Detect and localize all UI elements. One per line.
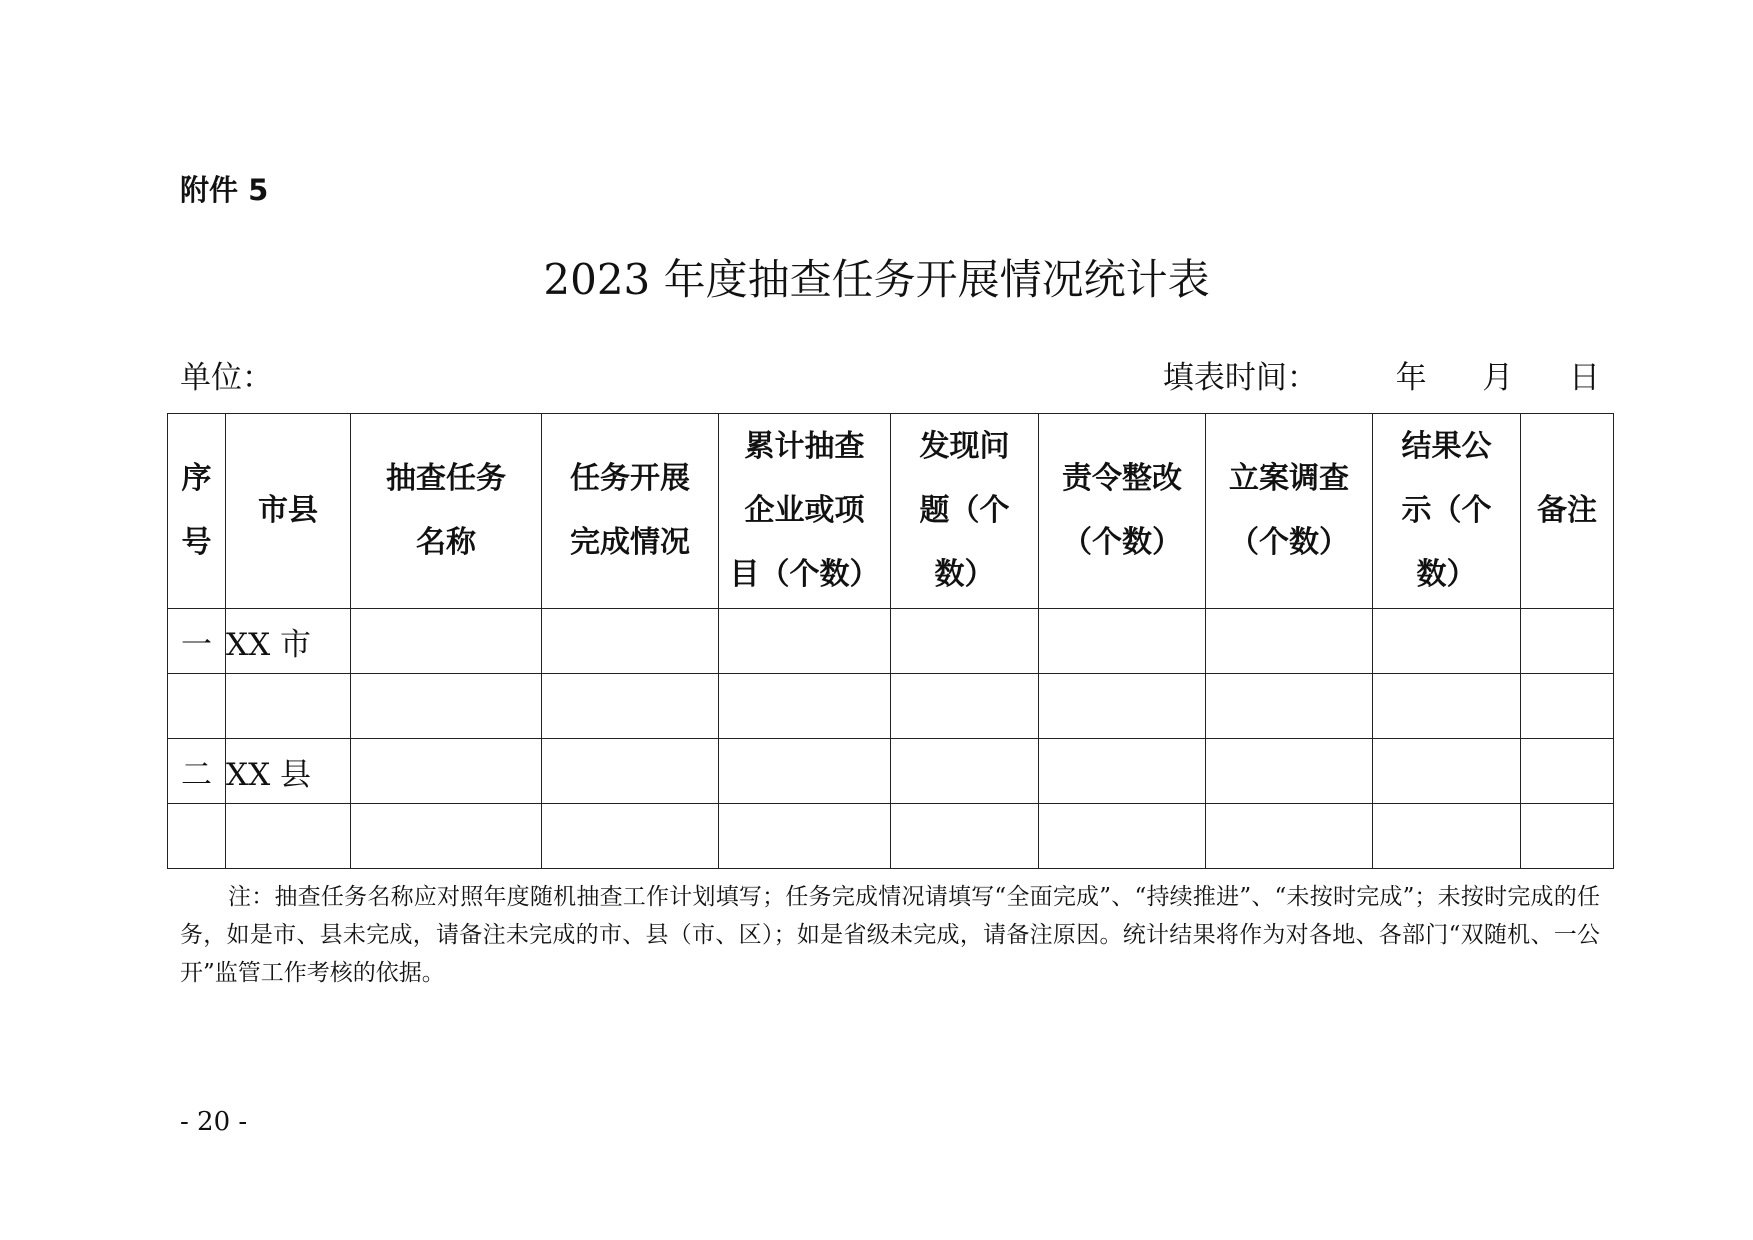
header-cell-remarks: 备注 xyxy=(1521,414,1614,609)
table-cell xyxy=(719,609,891,674)
table-cell xyxy=(1039,609,1206,674)
row-city-cell: XX 县 xyxy=(226,739,351,804)
header-cell-city: 市县 xyxy=(226,414,351,609)
table-row xyxy=(168,674,1614,739)
table-row xyxy=(168,739,1614,804)
table-cell xyxy=(1206,609,1373,674)
table-row xyxy=(168,804,1614,869)
row-city-cell xyxy=(226,674,351,739)
table-cell xyxy=(1039,804,1206,869)
table-cell xyxy=(1373,609,1521,674)
table-cell xyxy=(1373,739,1521,804)
attachment-label: 附件 5 xyxy=(180,173,269,207)
header-cell-task-status: 任务开展 完成情况 xyxy=(542,414,719,609)
header-cell-investigation: 立案调查 （个数） xyxy=(1206,414,1373,609)
table-cell xyxy=(1039,739,1206,804)
form-meta-row xyxy=(180,356,1600,400)
table-cell xyxy=(542,804,719,869)
table-cell xyxy=(1206,739,1373,804)
table-cell xyxy=(719,804,891,869)
header-cell-rectification: 责令整改 （个数） xyxy=(1039,414,1206,609)
unit-label: 单位： xyxy=(180,360,273,396)
table-note: 注：抽查任务名称应对照年度随机抽查工作计划填写；任务完成情况请填写“全面完成”、“持续推进”、“未按时完成”；未按时完成的任务，如是市、县未完成，请备注未完成的市、县（市、区）；如是省级未完成，请备注原因。统计结果将作为对各地、各部门“双随机、一公开”监管工作考核的依据。 xyxy=(180,884,1600,986)
row-index-cell xyxy=(168,674,226,739)
table-cell xyxy=(1521,804,1614,869)
table-cell xyxy=(351,674,542,739)
fill-date-month: 月 xyxy=(1482,360,1514,396)
table-cell xyxy=(891,804,1039,869)
row-index-cell xyxy=(168,804,226,869)
table-cell xyxy=(542,609,719,674)
row-index-cell: 二 xyxy=(168,739,226,804)
table-cell xyxy=(351,609,542,674)
row-index-cell: 一 xyxy=(168,609,226,674)
table-row xyxy=(168,609,1614,674)
table-cell xyxy=(542,739,719,804)
table-cell xyxy=(891,739,1039,804)
table-cell xyxy=(891,674,1039,739)
table-cell xyxy=(1521,739,1614,804)
table-cell xyxy=(1521,674,1614,739)
header-cell-inspected-count: 累计抽查 企业或项 目（个数） xyxy=(719,414,891,609)
table-cell xyxy=(1521,609,1614,674)
table-cell xyxy=(719,674,891,739)
fill-date-label: 填表时间： xyxy=(1162,360,1318,396)
row-city-cell: XX 市 xyxy=(226,609,351,674)
fill-date-day: 日 xyxy=(1569,360,1600,396)
header-cell-task-name: 抽查任务 名称 xyxy=(351,414,542,609)
table-cell xyxy=(1039,674,1206,739)
row-city-cell xyxy=(226,804,351,869)
page-title: 2023 年度抽查任务开展情况统计表 xyxy=(543,255,1210,304)
header-cell-issues-found: 发现问 题（个 数） xyxy=(891,414,1039,609)
table-cell xyxy=(351,739,542,804)
table-cell xyxy=(719,739,891,804)
fill-date xyxy=(1163,356,1600,400)
header-cell-publicity: 结果公 示（个 数） xyxy=(1373,414,1521,609)
table-cell xyxy=(1206,804,1373,869)
table-cell xyxy=(351,804,542,869)
fill-date-year: 年 xyxy=(1395,360,1427,396)
table-cell xyxy=(1206,674,1373,739)
statistics-table xyxy=(167,413,1614,869)
table-cell xyxy=(1373,804,1521,869)
table-cell xyxy=(891,609,1039,674)
table-cell xyxy=(542,674,719,739)
header-row xyxy=(168,414,1614,609)
header-cell-index: 序 号 xyxy=(168,414,226,609)
table-cell xyxy=(1373,674,1521,739)
page-number: - 20 - xyxy=(180,1107,248,1137)
